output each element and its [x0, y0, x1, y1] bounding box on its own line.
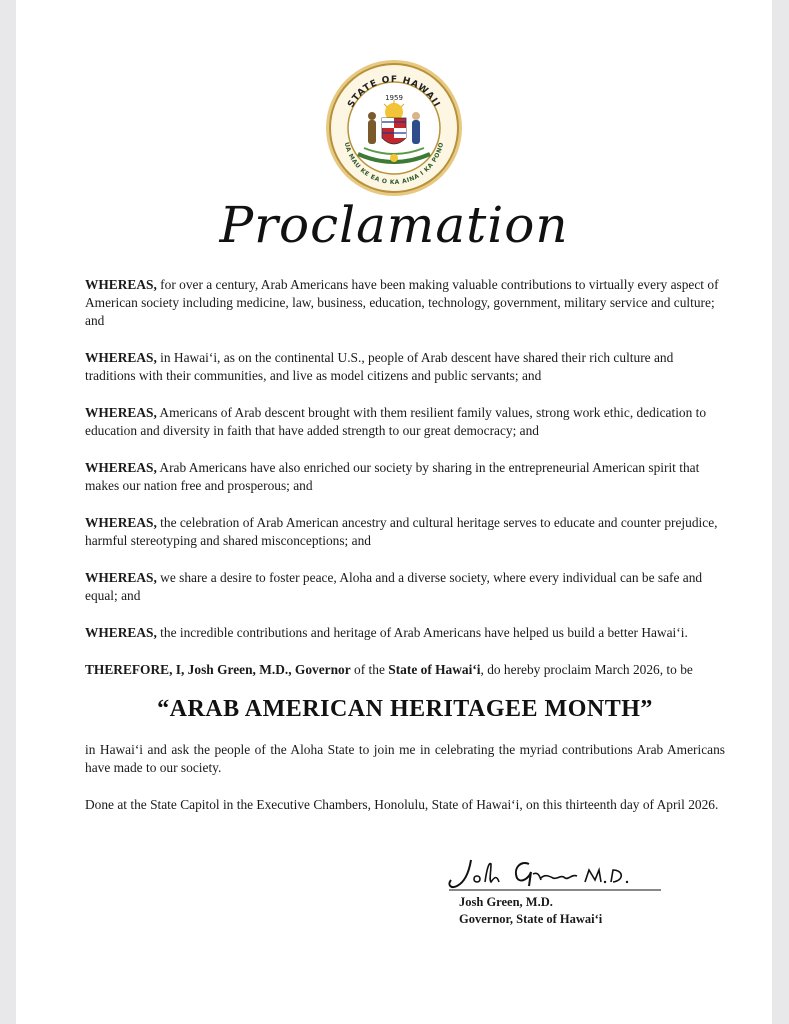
whereas-paragraph-2: [85, 349, 725, 385]
signature-block: [429, 852, 669, 932]
whereas-text: for over a century, Arab Americans have been making valuable contributions to virtually every aspect of American society including medicine, law, business, education, technology, government, military service and culture; and: [85, 277, 719, 328]
document-title: Proclamation: [219, 196, 569, 254]
proclamation-page: [16, 0, 772, 1024]
whereas-paragraph-4: [85, 459, 725, 495]
therefore-lead: THEREFORE, I, Josh Green, M.D., Governor: [85, 662, 351, 677]
seal-year: 1959: [385, 94, 403, 102]
whereas-lead: WHEREAS,: [85, 625, 157, 640]
whereas-text: Arab Americans have also enriched our society by sharing in the entrepreneurial American spirit that makes our nation free and prosperous; and: [85, 460, 700, 493]
seal-motto-text: UA MAU KE EA O KA AINA I KA PONO: [342, 141, 446, 187]
whereas-paragraph-1: [85, 276, 725, 330]
whereas-paragraph-7: [85, 624, 725, 642]
signatory-text: [459, 894, 602, 928]
whereas-text: in Hawaiʻi, as on the continental U.S., people of Arab descent have shared their rich culture and traditions with their communities, and live as model citizens and public servants; and: [85, 350, 674, 383]
whereas-paragraph-3: [85, 404, 725, 440]
proclamation-body: [85, 276, 725, 833]
signatory-name: Josh Green, M.D.: [459, 895, 553, 909]
whereas-text: the incredible contributions and heritage of Arab Americans have helped us build a better Hawaiʻi.: [156, 625, 688, 640]
signatory-role: Governor, State of Hawaiʻi: [459, 912, 603, 926]
therefore-state: State of Hawaiʻi: [388, 662, 481, 677]
proclamation-heading: “ARAB AMERICAN HERITAGEE MONTH”: [157, 696, 653, 722]
whereas-lead: WHEREAS,: [85, 515, 157, 530]
whereas-paragraph-6: [85, 569, 725, 605]
whereas-text: the celebration of Arab American ancestry and cultural heritage serves to educate and counter prejudice, harmful stereotyping and shared misconceptions; and: [85, 515, 718, 548]
whereas-lead: WHEREAS,: [85, 570, 157, 585]
therefore-paragraph: [85, 661, 725, 679]
seal-top-text: STATE OF HAWAII: [346, 74, 442, 110]
closing-paragraph: in Hawaiʻi and ask the people of the Aloha State to join me in celebrating the myriad contributions Arab Americans have made to our society.: [85, 742, 725, 775]
whereas-lead: WHEREAS,: [85, 460, 157, 475]
whereas-paragraph-5: [85, 514, 725, 550]
whereas-lead: WHEREAS,: [85, 350, 157, 365]
handwritten-signature: [429, 852, 669, 896]
whereas-lead: WHEREAS,: [85, 277, 157, 292]
whereas-text: we share a desire to foster peace, Aloha and a diverse society, where every individual can be safe and equal; and: [85, 570, 703, 603]
whereas-lead: WHEREAS,: [85, 405, 157, 420]
therefore-mid: of the: [350, 662, 389, 677]
done-paragraph: Done at the State Capitol in the Executive Chambers, Honolulu, State of Hawaiʻi, on this thirteenth day of April 2026.: [85, 797, 719, 812]
whereas-text: Americans of Arab descent brought with them resilient family values, strong work ethic, dedication to education and diversity in faith that have added strength to our great democracy; and: [85, 405, 707, 438]
therefore-tail: , do hereby proclaim March 2026, to be: [480, 662, 693, 677]
state-seal-icon: [324, 58, 464, 198]
